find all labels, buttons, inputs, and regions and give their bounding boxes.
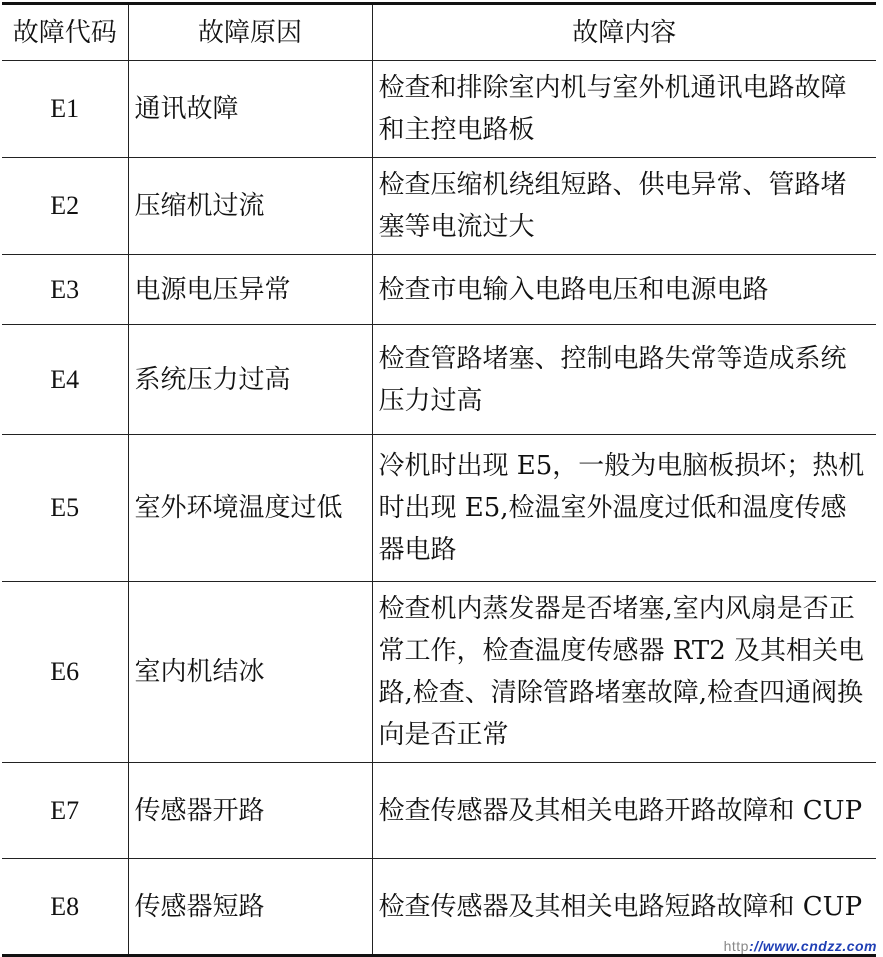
watermark-prefix: http [723,938,749,954]
fault-cause-cell: 室内机结冰 [128,582,372,763]
fault-code-cell: E6 [2,582,128,763]
fault-cause-cell: 压缩机过流 [128,158,372,255]
table-row [2,435,876,582]
fault-content-cell: 冷机时出现 E5，一般为电脑板损坏；热机时出现 E5,检温室外温度过低和温度传感器电路 [372,435,876,582]
fault-cause-cell: 室外环境温度过低 [128,435,372,582]
fault-code-cell: E3 [2,255,128,325]
fault-code-cell: E1 [2,61,128,158]
fault-code-table [2,2,876,957]
table-row [2,763,876,859]
fault-content-cell: 检查压缩机绕组短路、供电异常、管路堵塞等电流过大 [372,158,876,255]
header-fault-cause: 故障原因 [128,4,372,61]
fault-content-cell: 检查传感器及其相关电路短路故障和 CUP [372,859,876,956]
fault-content-cell: 检查管路堵塞、控制电路失常等造成系统压力过高 [372,325,876,435]
fault-cause-cell: 传感器开路 [128,763,372,859]
header-fault-content: 故障内容 [372,4,876,61]
fault-cause-cell: 传感器短路 [128,859,372,956]
fault-cause-cell: 电源电压异常 [128,255,372,325]
table-row [2,255,876,325]
table-header [2,4,876,61]
fault-code-cell: E8 [2,859,128,956]
fault-cause-cell: 系统压力过高 [128,325,372,435]
table-row [2,158,876,255]
fault-content-cell: 检查机内蒸发器是否堵塞,室内风扇是否正常工作，检查温度传感器 RT2 及其相关电路,检查、清除管路堵塞故障,检查四通阀换向是否正常 [372,582,876,763]
fault-content-cell: 检查和排除室内机与室外机通讯电路故障和主控电路板 [372,61,876,158]
fault-code-cell: E2 [2,158,128,255]
header-row [2,4,876,61]
fault-content-cell: 检查市电输入电路电压和电源电路 [372,255,876,325]
site-watermark [724,938,877,954]
fault-code-cell: E7 [2,763,128,859]
fault-cause-cell: 通讯故障 [128,61,372,158]
table-body [2,61,876,956]
fault-content-cell: 检查传感器及其相关电路开路故障和 CUP [372,763,876,859]
table-row [2,325,876,435]
header-fault-code: 故障代码 [2,4,128,61]
watermark-site: ://www.cndzz.com [748,938,877,954]
table-row [2,61,876,158]
fault-code-cell: E4 [2,325,128,435]
fault-code-cell: E5 [2,435,128,582]
table-row [2,582,876,763]
